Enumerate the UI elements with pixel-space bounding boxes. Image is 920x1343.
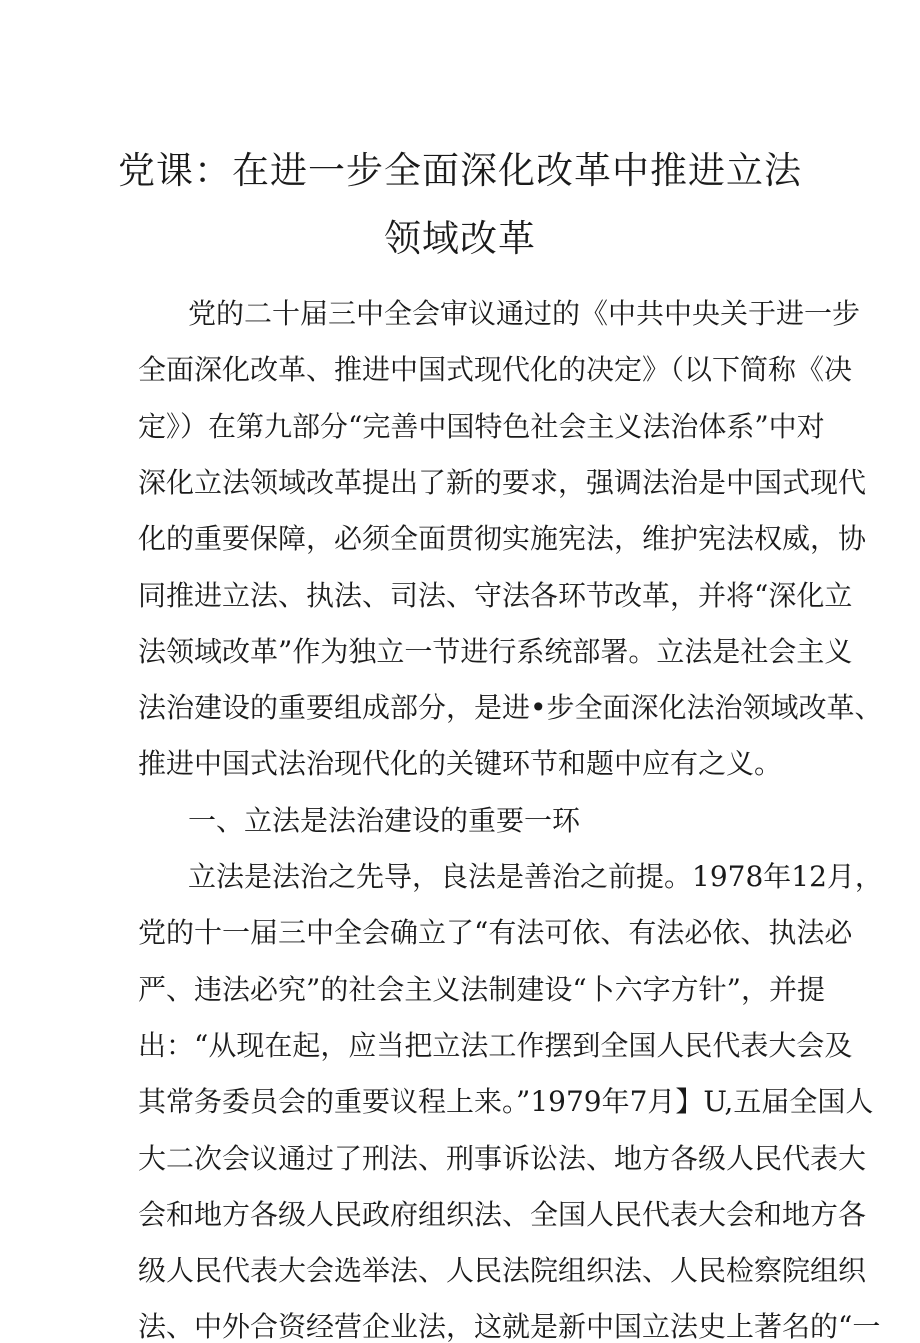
body-line: 党的十一届三中全会确立了“有法可依、有法必依、执法必 <box>138 916 853 949</box>
body-line: 严、违法必究”的社会主义法制建设“卜六字方针”，并提 <box>138 973 825 1006</box>
body-line: 全面深化改革、推进中国式现代化的决定》（以下简称《决 <box>138 353 853 386</box>
document-title-line-1: 党课：在进一步全面深化改革中推进立法 <box>118 149 802 192</box>
body-line: 法、中外合资经营企业法，这就是新中国立法史上著名的“一 <box>138 1310 881 1343</box>
body-line: 级人民代表大会选举法、人民法院组织法、人民检察院组织 <box>138 1254 867 1287</box>
body-line: 法领域改革”作为独立一节进行系统部署。立法是社会主义 <box>138 635 853 668</box>
body-line: 深化立法领域改革提出了新的要求，强调法治是中国式现代 <box>138 466 867 499</box>
body-line: 定》）在第九部分“完善中国特色社会主义法治体系”中对 <box>138 410 825 443</box>
body-line: 法治建设的重要组成部分，是进•步全面深化法治领域改革、 <box>138 691 883 724</box>
body-line: 大二次会议通过了刑法、刑事诉讼法、地方各级人民代表大 <box>138 1142 867 1175</box>
body-line: 立法是法治之先导，良法是善治之前提。1978年12月， <box>188 860 883 893</box>
document-title-line-2: 领域改革 <box>384 217 536 260</box>
body-line: 一、立法是法治建设的重要一环 <box>188 804 581 837</box>
body-line: 推进中国式法治现代化的关键环节和题中应有之义。 <box>138 747 783 780</box>
body-line: 化的重要保障，必须全面贯彻实施宪法，维护宪法权威，协 <box>138 522 867 555</box>
body-line: 同推进立法、执法、司法、守法各环节改革，并将“深化立 <box>138 579 853 612</box>
body-line: 出：“从现在起，应当把立法工作摆到全国人民代表大会及 <box>138 1029 853 1062</box>
body-line: 会和地方各级人民政府组织法、全国人民代表大会和地方各 <box>138 1198 867 1231</box>
body-line: 其常务委员会的重要议程上来。”1979年7月】U,五届全国人 <box>138 1085 874 1118</box>
body-line: 党的二十届三中全会审议通过的《中共中央关于进一步 <box>188 297 861 330</box>
